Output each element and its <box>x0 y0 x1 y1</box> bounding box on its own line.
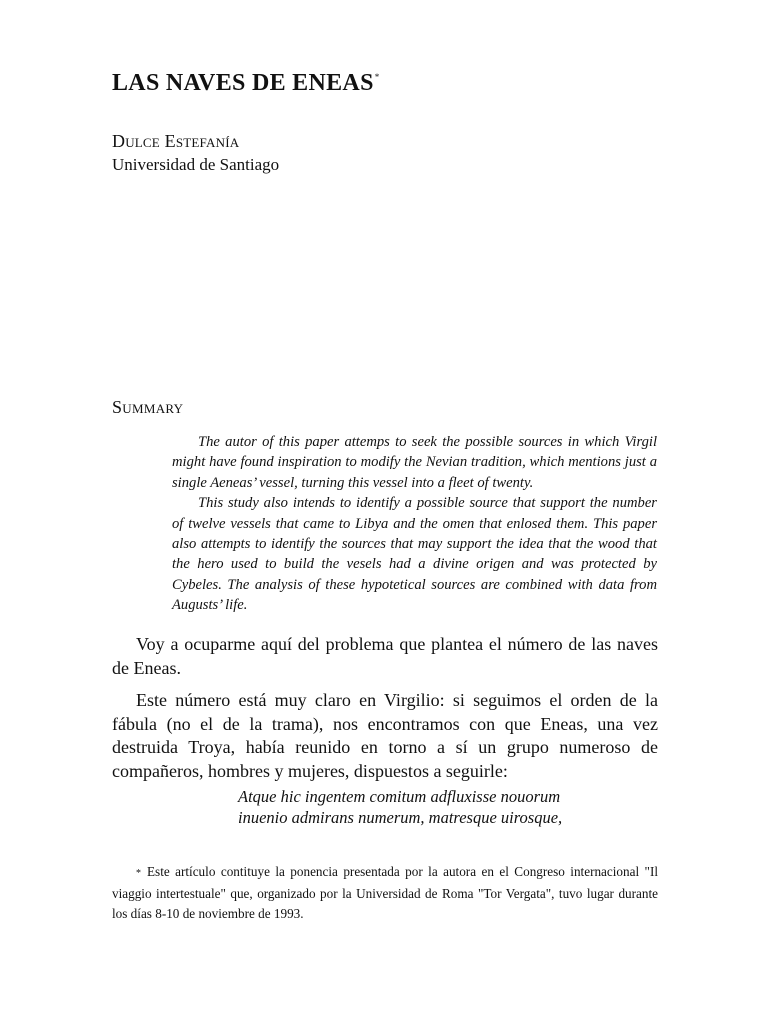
verse-line: Atque hic ingentem comitum adfluxisse nouorum <box>238 787 561 806</box>
author-affiliation: Universidad de Santiago <box>112 155 280 174</box>
abstract <box>172 432 657 616</box>
title-text: LAS NAVES DE ENEAS <box>112 70 374 96</box>
body-text <box>112 633 658 792</box>
footnote-mark: * <box>136 868 141 879</box>
body-paragraph: Voy a ocuparme aquí del problema que plantea el número de las naves de Eneas. <box>112 634 658 678</box>
abstract-paragraph: The autor of this paper attemps to seek the possible sources in which Virgil might have found inspiration to modify the Nevian tradition, which mentions just a single Aeneas’ vessel, turning this vessel into a fleet of twenty. <box>172 434 657 491</box>
author-name: Dulce Estefanía <box>112 131 240 151</box>
abstract-paragraph: This study also intends to identify a possible source that support the number of twelve vessels that came to Libya and the omen that enlosed them. This paper also attempts to identify the sources that may support the idea that the wood that the hero used to build the vesels had a divine origen and was protected by Cybeles. The analysis of these hypotetical sources are combined with data from Augusts’ life. <box>172 495 657 614</box>
verse-line: inuenio admirans numerum, matresque uirosque, <box>238 808 563 827</box>
footnote-text: Este artículo contituye la ponencia presentada por la autora en el Congreso internacional "Il viaggio intertestuale" que, organizado por la Universidad de Roma "Tor Vergata", tuvo lugar durante los días 8-10 de noviembre de 1993. <box>112 864 658 921</box>
verse-quotation <box>238 786 562 828</box>
summary-heading: Summary <box>112 397 184 417</box>
article-title <box>112 70 380 97</box>
body-paragraph: Este número está muy claro en Virgilio: si seguimos el orden de la fábula (no el de la trama), nos encontramos con que Eneas, una vez destruida Troya, había reunido en torno a sí un grupo numeroso de compañeros, hombres y mujeres, dispuestos a seguirle: <box>112 690 658 781</box>
title-footnote-mark: * <box>374 72 380 82</box>
footnote <box>112 862 658 924</box>
